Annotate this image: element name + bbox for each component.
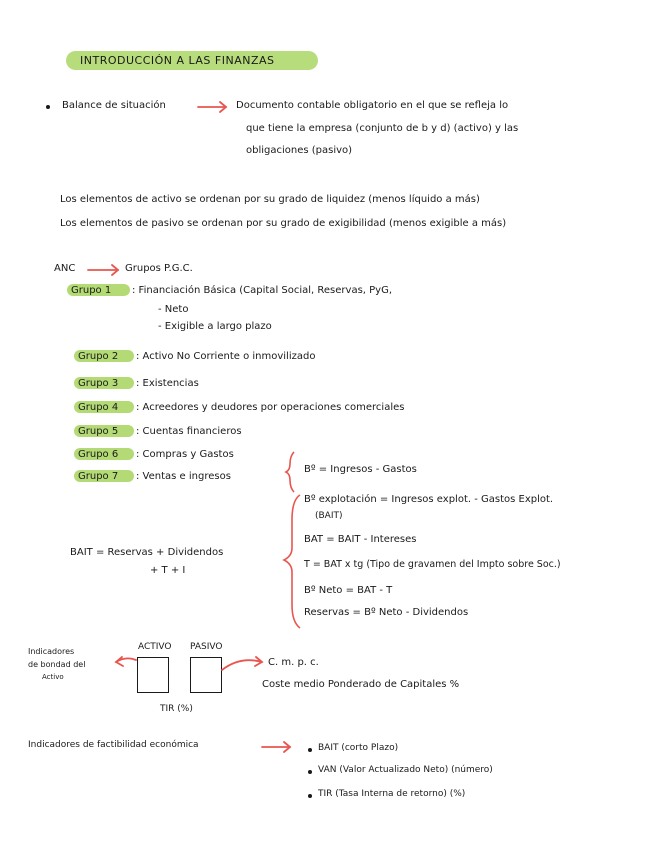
grupos-pgc: Grupos P.G.C.	[125, 263, 193, 274]
formula-bat: BAT = BAIT - Intereses	[304, 534, 417, 545]
factibilidad-label: Indicadores de factibilidad económica	[28, 740, 199, 750]
bondad-line1: Indicadores	[28, 647, 75, 656]
grupo6-text: : Compras y Gastos	[136, 449, 234, 460]
arrow-factibilidad	[262, 742, 290, 752]
grupo1-sub2: - Exigible a largo plazo	[158, 321, 272, 332]
balance-term: Balance de situación	[62, 100, 166, 111]
bait-formula-line2: + T + I	[150, 565, 186, 576]
grupo2-text: : Activo No Corriente o inmovilizado	[136, 351, 316, 362]
grupo3-text: : Existencias	[136, 378, 199, 389]
formula-explotacion: Bº explotación = Ingresos explot. - Gastos Explot.	[304, 494, 554, 505]
formula-bait-tag: (BAIT)	[315, 511, 343, 521]
grupo5-label: Grupo 5	[78, 426, 119, 437]
grupo4-text: : Acreedores y deudores por operaciones comerciales	[136, 402, 405, 413]
cmpc-label: C. m. p. c.	[268, 657, 319, 668]
grupo7-text: : Ventas e ingresos	[136, 471, 231, 482]
arrow-bondad	[116, 657, 136, 666]
grupo2-label: Grupo 2	[78, 351, 119, 362]
bondad-line3: Activo	[42, 673, 64, 681]
brace-large	[284, 495, 300, 628]
item-van: VAN (Valor Actualizado Neto) (número)	[318, 765, 493, 775]
arrow-cmpc	[222, 657, 262, 670]
pasivo-label: PASIVO	[190, 642, 223, 652]
arrow-balance	[198, 102, 226, 112]
formula-impuesto: T = BAT x tg (Tipo de gravamen del Impto sobre Soc.)	[304, 559, 561, 570]
balance-def-1: Documento contable obligatorio en el que se refleja lo	[236, 100, 509, 111]
anc-label: ANC	[54, 263, 76, 274]
grupo1-label: Grupo 1	[71, 285, 112, 296]
page-title: INTRODUCCIÓN A LAS FINANZAS	[80, 54, 275, 67]
balance-def-2: que tiene la empresa (conjunto de b y d) (activo) y las	[246, 123, 519, 134]
grupo7-label: Grupo 7	[78, 471, 119, 482]
grupo4-label: Grupo 4	[78, 402, 119, 413]
balance-def-3: obligaciones (pasivo)	[246, 145, 353, 156]
formula-neto: Bº Neto = BAT - T	[304, 585, 393, 596]
formula-reservas: Reservas = Bº Neto - Dividendos	[304, 607, 469, 618]
grupo3-label: Grupo 3	[78, 378, 119, 389]
formula-beneficio: Bº = Ingresos - Gastos	[304, 464, 417, 475]
grupo1-text: : Financiación Básica (Capital Social, Reservas, PyG,	[132, 285, 393, 296]
bondad-line2: de bondad del	[28, 660, 86, 669]
grupo6-label: Grupo 6	[78, 449, 119, 460]
item-bait: BAIT (corto Plazo)	[318, 743, 399, 753]
arrow-anc	[88, 265, 118, 275]
grupo5-text: : Cuentas financieros	[136, 426, 242, 437]
bait-formula-line1: BAIT = Reservas + Dividendos	[70, 547, 224, 558]
coste-medio: Coste medio Ponderado de Capitales %	[262, 679, 460, 690]
tir-label: TIR (%)	[160, 704, 193, 714]
order-activo: Los elementos de activo se ordenan por su grado de liquidez (menos líquido a más)	[60, 194, 480, 205]
activo-label: ACTIVO	[138, 642, 172, 652]
brace-small	[286, 452, 294, 492]
item-tir: TIR (Tasa Interna de retorno) (%)	[318, 789, 466, 799]
grupo1-sub1: - Neto	[158, 304, 189, 315]
order-pasivo: Los elementos de pasivo se ordenan por su grado de exigibilidad (menos exigible a más)	[60, 218, 507, 229]
